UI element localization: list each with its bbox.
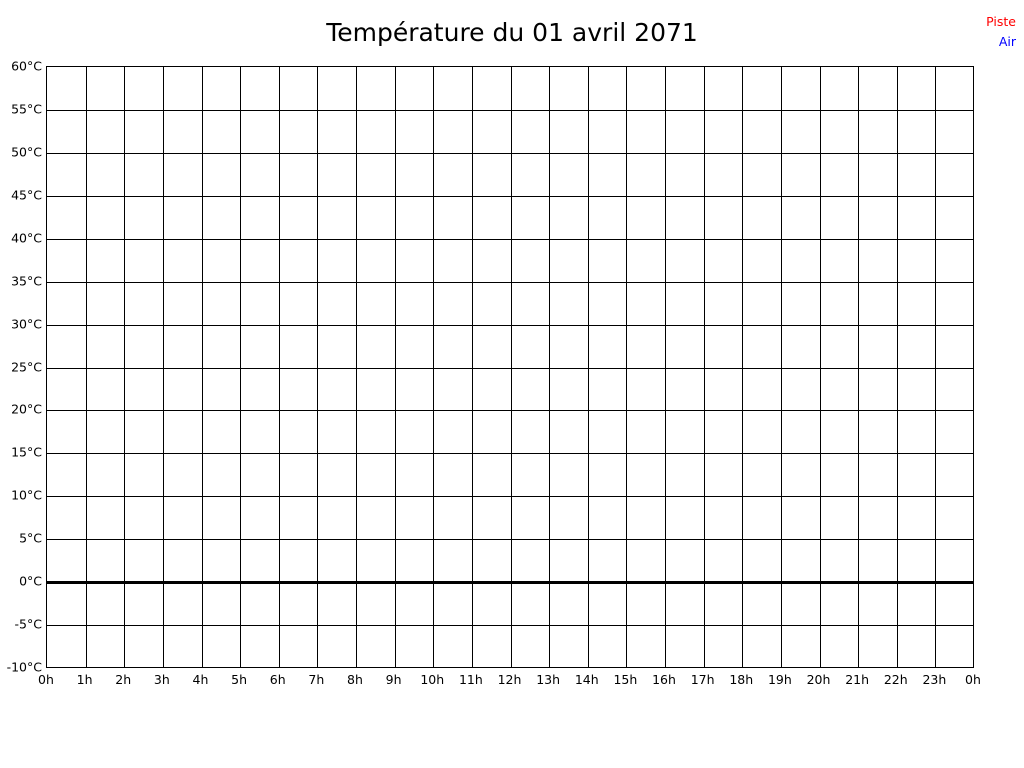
gridline-vertical (588, 67, 589, 667)
x-axis-tick-label: 9h (385, 672, 402, 687)
chart-title: Température du 01 avril 2071 (326, 18, 698, 47)
y-axis-tick-label: -10°C (6, 659, 42, 675)
gridline-vertical (202, 67, 203, 667)
gridline-horizontal (47, 410, 973, 411)
y-axis-tick-label: 0°C (19, 573, 42, 589)
gridline-horizontal (47, 239, 973, 240)
gridline-horizontal (47, 282, 973, 283)
y-axis-tick-label: 25°C (11, 359, 42, 374)
y-axis-tick-label: 40°C (11, 230, 42, 246)
x-axis-tick-label: 1h (76, 672, 93, 687)
x-axis-tick-label: 18h (729, 672, 754, 687)
gridline-vertical (858, 67, 859, 667)
gridline-horizontal (47, 368, 973, 369)
x-axis-tick-label: 20h (806, 672, 831, 687)
gridline-vertical (820, 67, 821, 667)
gridline-vertical (472, 67, 473, 667)
y-axis-tick-label: -5°C (14, 616, 42, 632)
x-axis-tick-label: 22h (883, 672, 908, 687)
gridline-vertical (279, 67, 280, 667)
gridline-vertical (433, 67, 434, 667)
gridline-vertical (240, 67, 241, 667)
gridline-vertical (935, 67, 936, 667)
gridline-vertical (704, 67, 705, 667)
gridline-horizontal (47, 453, 973, 454)
x-axis-tick-label: 3h (153, 672, 170, 687)
x-axis-tick-label: 4h (192, 672, 209, 687)
zero-reference-line (47, 581, 973, 584)
y-axis-tick-label: 60°C (11, 58, 42, 74)
x-axis-tick-label: 7h (308, 672, 325, 687)
gridline-vertical (549, 67, 550, 667)
gridline-vertical (511, 67, 512, 667)
gridline-horizontal (47, 625, 973, 626)
x-axis-tick-label: 15h (613, 672, 638, 687)
gridline-horizontal (47, 496, 973, 497)
legend-label-piste: Piste (986, 14, 1016, 29)
y-axis-tick-label: 20°C (11, 401, 42, 417)
gridline-vertical (626, 67, 627, 667)
y-axis-tick-label: 15°C (11, 444, 42, 460)
y-axis-tick-label: 35°C (11, 273, 42, 289)
y-axis-tick-label: 10°C (11, 487, 42, 503)
legend-item-air[interactable] (986, 32, 1016, 52)
gridline-horizontal (47, 196, 973, 197)
plot-area (46, 66, 974, 668)
gridline-vertical (781, 67, 782, 667)
x-axis-tick-label: 0h (965, 672, 981, 687)
x-axis-tick-label: 21h (845, 672, 870, 687)
x-axis-tick-label: 14h (574, 672, 599, 687)
y-axis-tick-label: 50°C (11, 144, 42, 160)
x-axis-tick-label: 13h (536, 672, 561, 687)
x-axis-tick-label: 17h (690, 672, 715, 687)
gridline-vertical (665, 67, 666, 667)
x-axis-tick-label: 23h (922, 672, 947, 687)
x-axis-tick-label: 12h (497, 672, 522, 687)
y-axis-tick-label: 5°C (19, 530, 42, 546)
x-axis-tick-label: 11h (458, 672, 483, 687)
x-axis-tick-label: 10h (420, 672, 445, 687)
gridline-vertical (742, 67, 743, 667)
gridline-horizontal (47, 110, 973, 111)
gridline-vertical (163, 67, 164, 667)
x-axis-tick-label: 6h (269, 672, 286, 687)
x-axis-tick-label: 5h (231, 672, 248, 687)
gridline-vertical (124, 67, 125, 667)
gridline-horizontal (47, 539, 973, 540)
x-axis-tick-label: 19h (767, 672, 792, 687)
gridline-horizontal (47, 325, 973, 326)
x-axis-tick-label: 8h (347, 672, 363, 687)
gridline-vertical (395, 67, 396, 667)
y-axis-tick-label: 55°C (11, 101, 42, 117)
y-axis-tick-label: 45°C (11, 187, 42, 203)
legend-item-piste[interactable] (986, 12, 1016, 32)
gridline-vertical (897, 67, 898, 667)
x-axis-tick-label: 0h (38, 672, 54, 687)
gridline-vertical (86, 67, 87, 667)
x-axis-tick-label: 16h (652, 672, 676, 687)
gridline-vertical (356, 67, 357, 667)
y-axis-tick-label: 30°C (11, 316, 42, 332)
gridline-vertical (317, 67, 318, 667)
gridline-horizontal (47, 153, 973, 154)
x-axis-tick-label: 2h (115, 672, 132, 687)
legend-label-air: Air (998, 34, 1016, 49)
chart-legend (986, 12, 1016, 52)
